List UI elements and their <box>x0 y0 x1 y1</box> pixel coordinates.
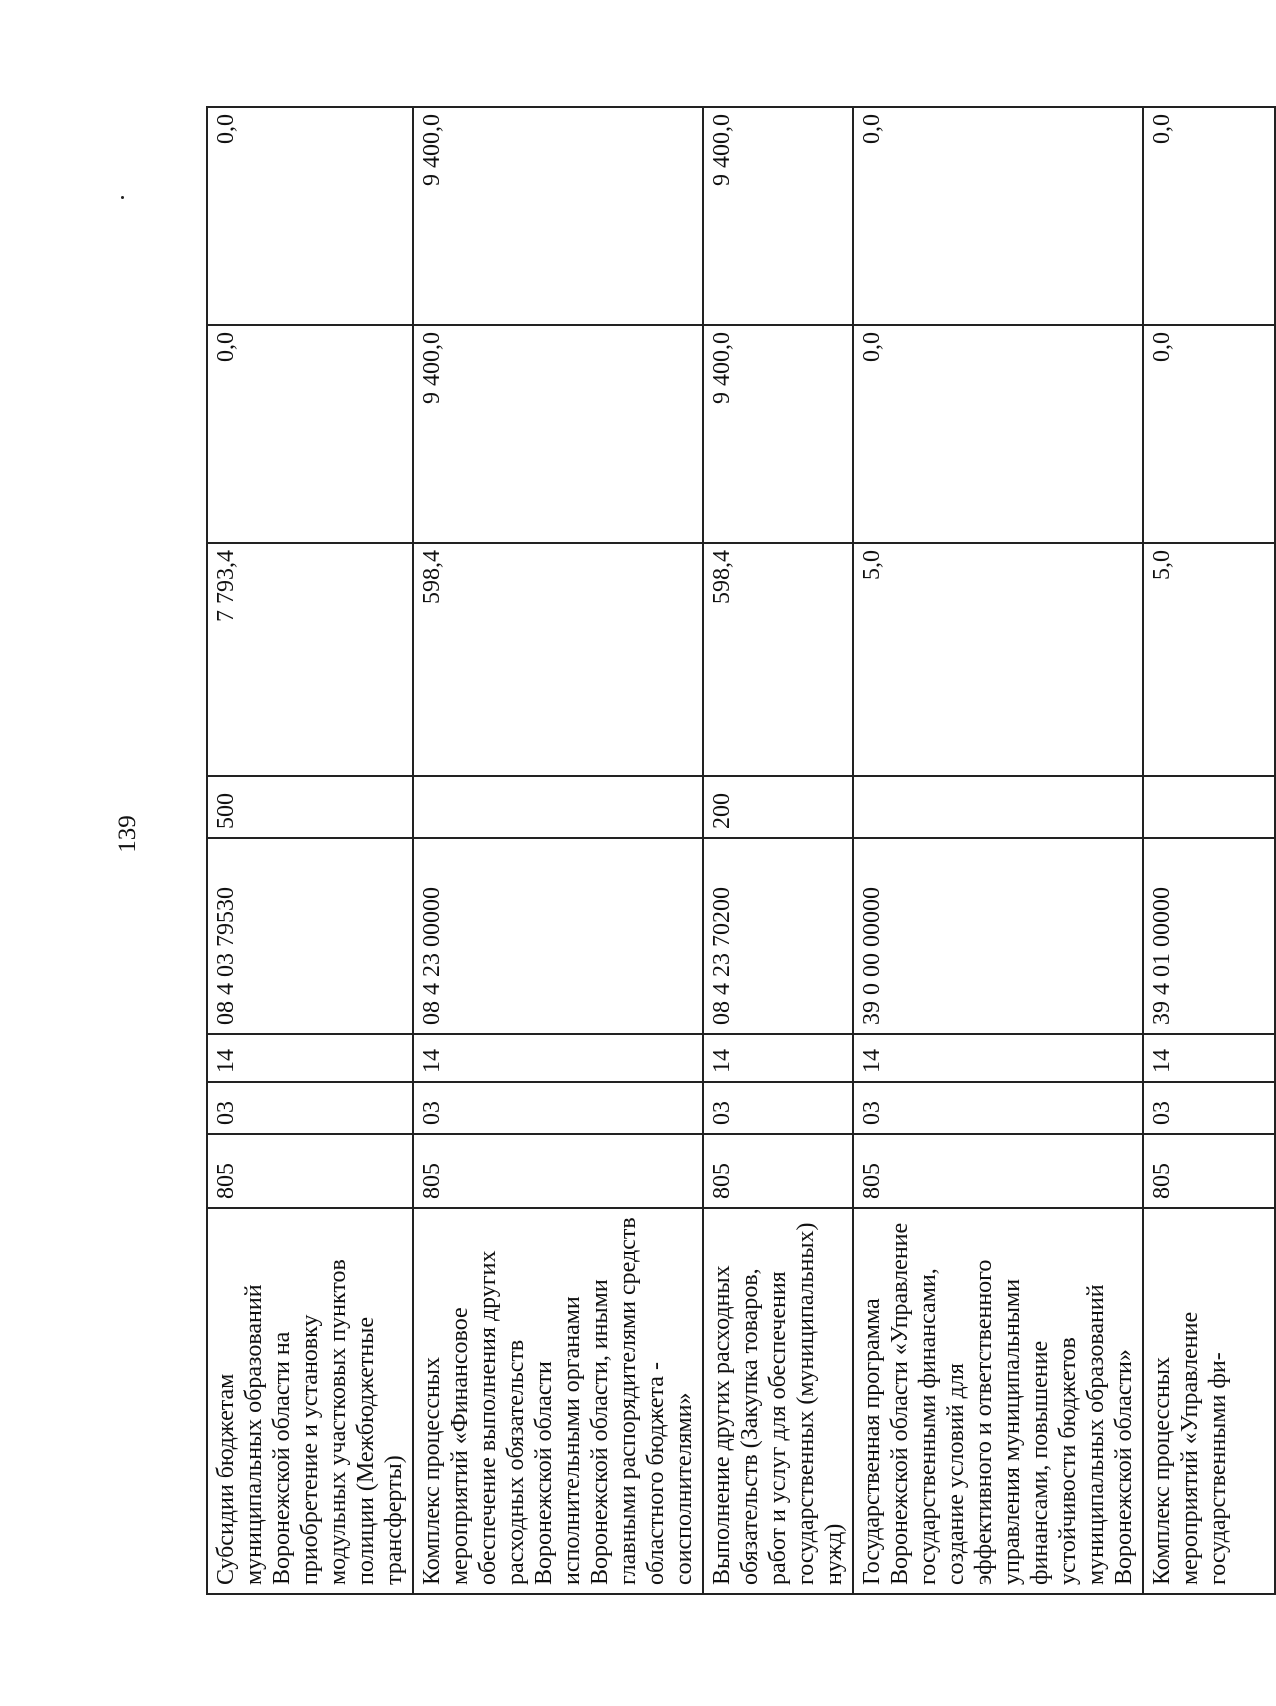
budget-table-rotated <box>206 108 1231 1595</box>
subsection-code: 14 <box>703 1034 853 1082</box>
amount-year-1: 7 793,4 <box>207 543 413 776</box>
amount-year-2: 9 400,0 <box>703 325 853 543</box>
grbs-code: 805 <box>853 1134 1143 1208</box>
target-article-code: 39 0 00 00000 <box>853 838 1143 1034</box>
amount-year-2: 0,0 <box>207 325 413 543</box>
table-row <box>853 107 1143 1594</box>
amount-year-1: 598,4 <box>413 543 703 776</box>
target-article-code: 08 4 03 79530 <box>207 838 413 1034</box>
expense-type-code <box>1143 776 1275 838</box>
section-code: 03 <box>413 1082 703 1134</box>
amount-year-2: 9 400,0 <box>413 325 703 543</box>
section-code: 03 <box>853 1082 1143 1134</box>
amount-year-2: 0,0 <box>1143 325 1275 543</box>
expense-type-code <box>853 776 1143 838</box>
scan-speck <box>121 196 124 199</box>
amount-year-2: 0,0 <box>853 325 1143 543</box>
table-row <box>207 107 413 1594</box>
section-code: 03 <box>207 1082 413 1134</box>
expense-type-code: 200 <box>703 776 853 838</box>
amount-year-3: 0,0 <box>207 107 413 325</box>
amount-year-3: 0,0 <box>1143 107 1275 325</box>
grbs-code: 805 <box>703 1134 853 1208</box>
amount-year-1: 5,0 <box>853 543 1143 776</box>
target-article-code: 08 4 23 70200 <box>703 838 853 1034</box>
amount-year-3: 9 400,0 <box>703 107 853 325</box>
grbs-code: 805 <box>207 1134 413 1208</box>
row-name: Комплекс процессных мероприятий «Финансовое обеспечение выполнения других расходных обязательств Воронежской области исполнительными органами Воронежской области, иными главными распорядителями средств областного бюджета - соисполнителями» <box>413 1208 703 1594</box>
amount-year-1: 598,4 <box>703 543 853 776</box>
section-code: 03 <box>1143 1082 1275 1134</box>
table-row <box>703 107 853 1594</box>
subsection-code: 14 <box>1143 1034 1275 1082</box>
expense-type-code: 500 <box>207 776 413 838</box>
table-row <box>1143 107 1275 1594</box>
subsection-code: 14 <box>413 1034 703 1082</box>
row-name: Комплекс процессных мероприятий «Управление государственными фи- <box>1143 1208 1275 1594</box>
amount-year-3: 9 400,0 <box>413 107 703 325</box>
grbs-code: 805 <box>1143 1134 1275 1208</box>
target-article-code: 08 4 23 00000 <box>413 838 703 1034</box>
subsection-code: 14 <box>853 1034 1143 1082</box>
row-name: Выполнение других расходных обязательств (Закупка товаров, работ и услуг для обеспечения государственных (муниципальных) нужд) <box>703 1208 853 1594</box>
row-name: Субсидии бюджетам муниципальных образований Воронежской области на приобретение и установку модульных участковых пунктов полиции (Межбюджетные трансферты) <box>207 1208 413 1594</box>
table-row <box>413 107 703 1594</box>
expense-type-code <box>413 776 703 838</box>
row-name: Государственная программа Воронежской области «Управление государственными финансами, создание условий для эффективного и ответственного управления муниципальными финансами, повышение устойчивости бюджетов муниципальных образований Воронежской области» <box>853 1208 1143 1594</box>
budget-table <box>206 106 1276 1595</box>
subsection-code: 14 <box>207 1034 413 1082</box>
section-code: 03 <box>703 1082 853 1134</box>
amount-year-1: 5,0 <box>1143 543 1275 776</box>
page-number: 139 <box>114 815 141 853</box>
target-article-code: 39 4 01 00000 <box>1143 838 1275 1034</box>
amount-year-3: 0,0 <box>853 107 1143 325</box>
grbs-code: 805 <box>413 1134 703 1208</box>
